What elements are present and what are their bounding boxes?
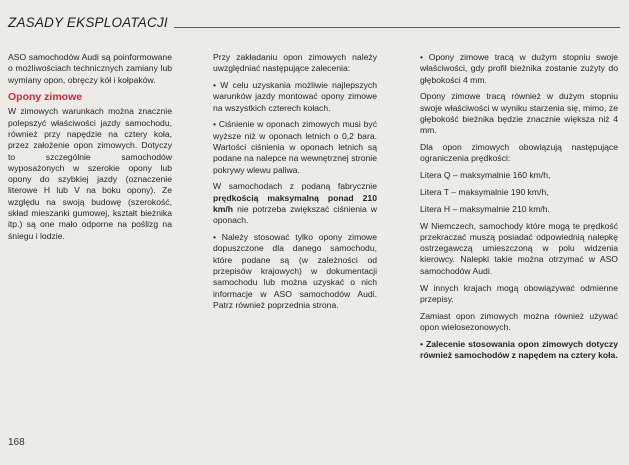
paragraph: W Niemczech, samochody które mogą te prędkość przekraczać muszą posiadać odpowiednią nalepkę ostrzegawczą umieszczoną w polu widzenia kierowcy. Nalepki takie można otrzymać w ASO samochodów Audi. [420, 220, 618, 276]
speed-limit-item: Litera H – maksymalnie 210 km/h. [420, 203, 550, 214]
bullet-paragraph: • W celu uzyskania możliwie najlepszych warunków jazdy montować opony zimowe na wszystkich czterech kołach. [213, 80, 377, 113]
header-rule [174, 27, 620, 28]
paragraph: Zamiast opon zimowych można również używać opon wielosezonowych. [420, 310, 618, 332]
bullet-paragraph: • Ciśnienie w oponach zimowych musi być wyższe niż w oponach letnich o 0,2 bara. Wartości ciśnienia w oponach letnich są podane na nalepce na wewnętrznej stronie pokrywy wlewu paliwa. [213, 119, 377, 175]
speed-limit-item: Litera T – maksymalnie 190 km/h, [420, 186, 549, 197]
column-middle [213, 52, 377, 317]
page-title: ZASADY EKSPLOATACJI [8, 15, 168, 30]
page-header [8, 9, 620, 31]
text-run: nie potrzeba zwiększać ciśnienia w oponach. [213, 204, 377, 226]
section-heading-winter-tires: Opony zimowe [8, 91, 83, 104]
speed-limit-item: Litera Q – maksymalnie 160 km/h, [420, 170, 551, 181]
bold-bullet-paragraph: • Zalecenie stosowania opon zimowych dotyczy również samochodów z napędem na cztery koła. [420, 338, 618, 361]
column-right [420, 52, 618, 367]
paragraph [213, 181, 377, 226]
bullet-paragraph: • Opony zimowe tracą w dużym stopniu swoje właściwości, gdy profil bieżnika zostanie zużyty do głębokości 4 mm. [420, 52, 618, 85]
paragraph: Przy zakładaniu opon zimowych należy uwzględniać następujące zalecenia: [213, 52, 377, 74]
paragraph: W innych krajach mogą obowiązywać odmienne przepisy. [420, 282, 618, 304]
paragraph: Opony zimowe tracą również w dużym stopniu swoje właściwości w wyniku starzenia się, mimo, że głębokość bieżnika będzie znacznie większa niż 4 mm. [420, 91, 618, 136]
intro-paragraph: ASO samochodów Audi są poinformowane o możliwościach technicznych zamiany lub wymiany opon, obręczy kół i kołpaków. [8, 52, 172, 85]
text-run: W samochodach z podaną fabrycznie [213, 181, 377, 192]
paragraph: Dla opon zimowych obowiązują następujące ograniczenia prędkości: [420, 142, 618, 164]
bold-text-run: prędkością maksymalną ponad 210 km/h [213, 192, 377, 215]
column-left [8, 52, 172, 247]
body-paragraph: W zimowych warunkach można znacznie polepszyć właściwości jazdy samochodu, również przy napędzie na cztery koła, przez założenie opon zimowych. Dotyczy to szczególnie samochodów wyposażonych w szerokie opony lub opony do szybkiej jazdy (oznaczenie literowe H lub V na boku opony). Ze względu na swoją budowę (szerokość, skład mieszanki gumowej, kształt bieżnika itp.) są one mało odporne na poślizg na śniegu i lodzie. [8, 106, 172, 241]
page-number: 168 [8, 437, 25, 448]
bullet-paragraph: • Należy stosować tylko opony zimowe dopuszczone dla danego samochodu, które podane są (w zależności od przepisów krajowych) w dokumentacji samochodu lub można uzyskać o nich informacje w ASO samochodów Audi. Patrz również poprzednia strona. [213, 232, 377, 310]
